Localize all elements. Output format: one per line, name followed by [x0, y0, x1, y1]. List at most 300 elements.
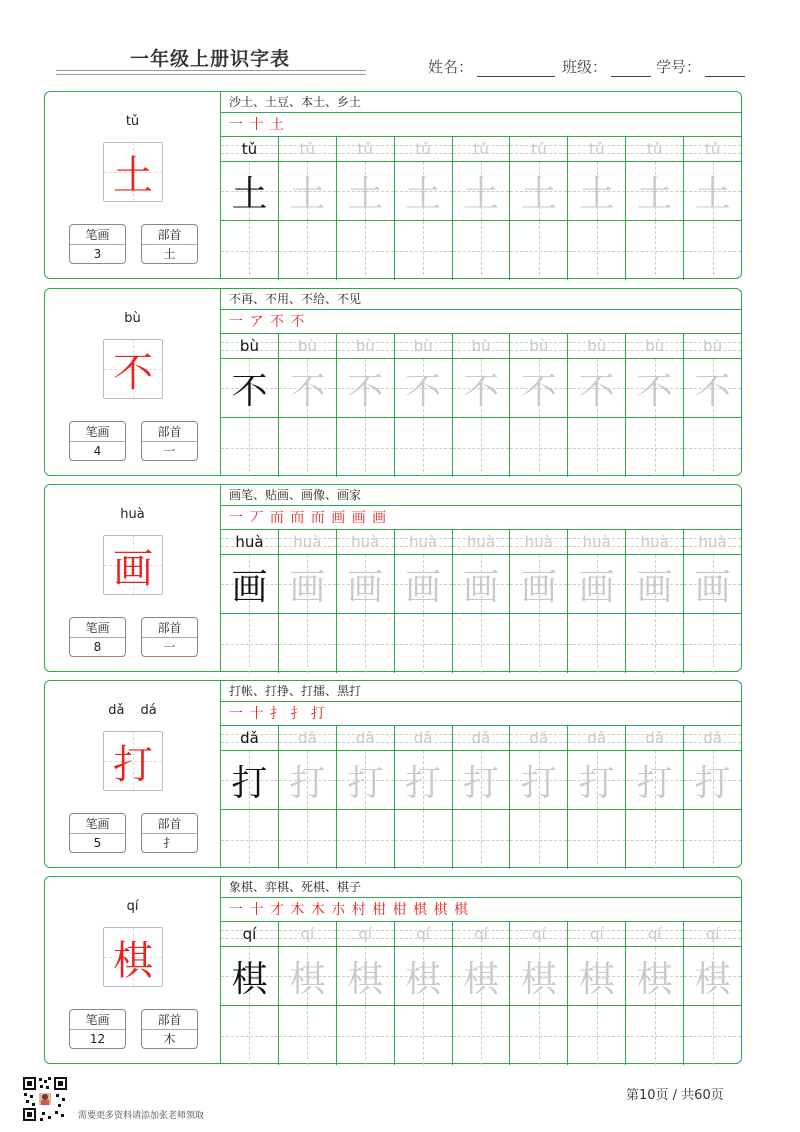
char-practice-cell[interactable] — [337, 162, 395, 220]
char-practice-cell[interactable] — [279, 751, 337, 809]
pinyin-trace: bù — [645, 337, 665, 355]
blank-practice-cell[interactable] — [626, 810, 684, 869]
pinyin-trace: tǔ — [357, 140, 373, 158]
pinyin-cell[interactable] — [395, 530, 453, 554]
char-card — [44, 484, 742, 672]
char-trace: 不 — [405, 370, 442, 412]
practice-panel — [221, 681, 741, 867]
practice-panel — [221, 289, 741, 475]
blank-practice-cell[interactable] — [568, 418, 626, 477]
pinyin-cell[interactable] — [453, 334, 511, 358]
blank-row — [221, 221, 741, 280]
char-practice-cell[interactable] — [337, 947, 395, 1005]
stroke-step: ア — [249, 314, 265, 330]
page-number: 第10页 / 共60页 — [626, 1088, 724, 1103]
blank-practice-cell[interactable] — [510, 418, 568, 477]
pinyin-cell[interactable] — [568, 137, 626, 161]
char-practice-cell[interactable] — [510, 359, 568, 417]
char-practice-cell[interactable] — [568, 555, 626, 613]
name-field[interactable] — [428, 56, 555, 77]
blank-practice-cell[interactable] — [684, 418, 741, 477]
char-practice-cell[interactable] — [453, 947, 511, 1005]
char-pinyin: dǎ dá — [108, 703, 157, 718]
char-practice-cell[interactable] — [568, 751, 626, 809]
char-practice-cell[interactable] — [221, 947, 279, 1005]
blank-practice-cell[interactable] — [395, 221, 453, 280]
blank-row — [221, 810, 741, 869]
main-char: 棋 — [113, 937, 153, 984]
pinyin-cell[interactable] — [684, 726, 741, 750]
char-practice-cell[interactable] — [453, 555, 511, 613]
radical-box — [141, 224, 198, 264]
char-trace: 棋 — [463, 958, 500, 1000]
stroke-step: 一 — [229, 706, 244, 722]
blank-practice-cell[interactable] — [453, 614, 511, 673]
char-trace: 棋 — [289, 958, 326, 1000]
word-list: 不再、不用、不给、不见 — [221, 289, 741, 310]
char-box — [103, 927, 163, 987]
blank-practice-cell[interactable] — [279, 614, 337, 673]
char-practice-cell[interactable] — [684, 751, 741, 809]
stroke-count-box — [69, 421, 126, 461]
pinyin-trace: dǎ — [645, 729, 665, 747]
practice-grid — [221, 530, 741, 673]
char-trace: 打 — [231, 762, 268, 804]
char-trace: 不 — [520, 370, 557, 412]
word-list: 象棋、弈棋、死棋、棋子 — [221, 877, 741, 898]
pinyin-cell[interactable] — [510, 137, 568, 161]
char-trace: 棋 — [347, 958, 384, 1000]
trace-row — [221, 555, 741, 614]
char-trace: 画 — [636, 566, 673, 608]
char-practice-cell[interactable] — [221, 162, 279, 220]
pinyin-trace: tǔ — [415, 140, 431, 158]
stroke-step: 扌 — [290, 706, 306, 722]
pinyin-trace: qí — [416, 925, 430, 943]
pinyin-cell[interactable] — [684, 334, 741, 358]
pinyin-cell[interactable] — [568, 922, 626, 946]
pinyin-cell[interactable] — [337, 334, 395, 358]
pinyin-trace: qí — [589, 925, 604, 943]
blank-practice-cell[interactable] — [395, 1006, 453, 1065]
class-label: 班级： — [562, 58, 608, 76]
char-trace: 土 — [463, 173, 500, 215]
blank-row — [221, 614, 741, 673]
main-char: 画 — [113, 545, 153, 592]
pinyin-cell[interactable] — [279, 334, 337, 358]
pinyin-trace: dǎ — [529, 729, 549, 747]
pinyin-cell[interactable] — [626, 726, 684, 750]
pinyin-trace: qí — [242, 925, 257, 943]
char-practice-cell[interactable] — [453, 359, 511, 417]
char-practice-cell[interactable] — [221, 359, 279, 417]
char-card — [44, 680, 742, 868]
char-trace: 打 — [578, 762, 615, 804]
blank-practice-cell[interactable] — [337, 1006, 395, 1065]
blank-practice-cell[interactable] — [568, 1006, 626, 1065]
blank-practice-cell[interactable] — [684, 810, 741, 869]
char-practice-cell[interactable] — [510, 751, 568, 809]
stroke-step: 而 — [310, 510, 326, 526]
pinyin-cell[interactable] — [626, 137, 684, 161]
stroke-step: 朩 — [331, 902, 347, 918]
pinyin-trace: bù — [529, 337, 549, 355]
stroke-order — [221, 506, 741, 530]
char-practice-cell[interactable] — [453, 162, 511, 220]
name-blank[interactable] — [477, 59, 555, 77]
pinyin-cell[interactable] — [279, 922, 337, 946]
char-box — [103, 731, 163, 791]
main-char: 不 — [113, 349, 153, 396]
blank-practice-cell[interactable] — [510, 614, 568, 673]
practice-panel — [221, 485, 741, 671]
pinyin-row — [221, 922, 741, 947]
trace-row — [221, 359, 741, 418]
stroke-step: 土 — [269, 117, 285, 133]
blank-practice-cell[interactable] — [221, 221, 279, 280]
radical-value: 扌 — [163, 836, 176, 850]
char-practice-cell[interactable] — [684, 359, 741, 417]
char-practice-cell[interactable] — [395, 162, 453, 220]
practice-grid — [221, 922, 741, 1065]
char-practice-cell[interactable] — [510, 162, 568, 220]
char-pinyin: huà — [120, 507, 145, 522]
pinyin-cell[interactable] — [626, 922, 684, 946]
blank-practice-cell[interactable] — [395, 614, 453, 673]
blank-practice-cell[interactable] — [626, 1006, 684, 1065]
trace-row — [221, 162, 741, 221]
char-practice-cell[interactable] — [510, 555, 568, 613]
char-pinyin: qí — [126, 899, 139, 914]
word-list: 画笔、贴画、画像、画家 — [221, 485, 741, 506]
trace-row — [221, 751, 741, 810]
pinyin-cell[interactable] — [510, 726, 568, 750]
pinyin-cell[interactable] — [684, 137, 741, 161]
pinyin-cell[interactable] — [337, 530, 395, 554]
pinyin-trace: huà — [698, 533, 727, 551]
pinyin-cell[interactable] — [568, 726, 626, 750]
page-title: 一年级上册识字表 — [130, 48, 291, 70]
char-practice-cell[interactable] — [337, 359, 395, 417]
pinyin-cell[interactable] — [395, 922, 453, 946]
blank-practice-cell[interactable] — [395, 810, 453, 869]
blank-practice-cell[interactable] — [626, 418, 684, 477]
pinyin-cell[interactable] — [221, 530, 279, 554]
main-char: 打 — [113, 741, 153, 788]
class-blank[interactable] — [611, 59, 651, 77]
stroke-step: 木 — [310, 902, 326, 918]
char-box — [103, 535, 163, 595]
pinyin-trace: qí — [532, 925, 546, 943]
pinyin-trace: qí — [358, 925, 373, 943]
pinyin-cell[interactable] — [626, 334, 684, 358]
pinyin-row — [221, 334, 741, 359]
stroke-count-box — [69, 1009, 126, 1049]
blank-practice-cell[interactable] — [684, 614, 741, 673]
blank-practice-cell[interactable] — [337, 614, 395, 673]
pinyin-cell[interactable] — [453, 922, 511, 946]
pinyin-cell[interactable] — [279, 530, 337, 554]
char-card — [44, 288, 742, 476]
pinyin-trace: dǎ — [297, 729, 317, 747]
stroke-step: 十 — [249, 706, 265, 722]
stroke-step: 一 — [229, 314, 244, 330]
pinyin-trace: huà — [351, 533, 380, 551]
pinyin-trace: tǔ — [531, 140, 547, 158]
pinyin-trace: bù — [703, 337, 723, 355]
blank-practice-cell[interactable] — [453, 418, 511, 477]
char-trace: 土 — [520, 173, 557, 215]
char-trace: 打 — [636, 762, 673, 804]
stroke-step: 一 — [229, 510, 244, 526]
blank-practice-cell[interactable] — [453, 221, 511, 280]
pinyin-cell[interactable] — [453, 726, 511, 750]
blank-practice-cell[interactable] — [626, 221, 684, 280]
stroke-count-box — [69, 224, 126, 264]
blank-practice-cell[interactable] — [279, 221, 337, 280]
pinyin-cell[interactable] — [568, 334, 626, 358]
pinyin-trace: bù — [239, 337, 259, 355]
blank-practice-cell[interactable] — [453, 810, 511, 869]
blank-practice-cell[interactable] — [568, 810, 626, 869]
char-trace: 打 — [347, 762, 384, 804]
pinyin-trace: bù — [587, 337, 607, 355]
char-card — [44, 876, 742, 1064]
student-id-label: 学号： — [656, 58, 702, 76]
pinyin-trace: dǎ — [240, 729, 259, 747]
stroke-step: 画 — [331, 510, 347, 526]
blank-practice-cell[interactable] — [684, 221, 741, 280]
char-trace: 棋 — [231, 958, 268, 1000]
stroke-step: 柑 — [392, 902, 408, 918]
pinyin-cell[interactable] — [337, 726, 395, 750]
pinyin-cell[interactable] — [337, 922, 395, 946]
stroke-step: 而 — [269, 510, 285, 526]
blank-practice-cell[interactable] — [221, 1006, 279, 1065]
name-label: 姓名： — [428, 58, 474, 76]
pinyin-trace: qí — [647, 925, 662, 943]
pinyin-cell[interactable] — [221, 334, 279, 358]
pinyin-trace: tǔ — [704, 140, 721, 158]
pinyin-trace: huà — [524, 533, 553, 551]
blank-practice-cell[interactable] — [337, 418, 395, 477]
char-practice-cell[interactable] — [279, 555, 337, 613]
blank-practice-cell[interactable] — [453, 1006, 511, 1065]
pinyin-cell[interactable] — [568, 530, 626, 554]
char-practice-cell[interactable] — [279, 162, 337, 220]
radical-label: 部首 — [142, 1010, 197, 1030]
char-practice-cell[interactable] — [568, 162, 626, 220]
char-practice-cell[interactable] — [568, 359, 626, 417]
char-card — [44, 91, 742, 279]
char-trace: 棋 — [520, 958, 557, 1000]
char-practice-cell[interactable] — [279, 359, 337, 417]
char-box — [103, 339, 163, 399]
blank-practice-cell[interactable] — [510, 1006, 568, 1065]
blank-practice-cell[interactable] — [279, 418, 337, 477]
char-info-panel — [45, 485, 221, 671]
char-trace: 画 — [520, 566, 557, 608]
char-practice-cell[interactable] — [626, 162, 684, 220]
char-trace: 不 — [578, 370, 615, 412]
stroke-count-label: 笔画 — [70, 1010, 125, 1030]
radical-box — [141, 421, 198, 461]
pinyin-cell[interactable] — [510, 530, 568, 554]
pinyin-trace: tǔ — [241, 140, 258, 158]
char-trace: 不 — [231, 370, 268, 412]
char-practice-cell[interactable] — [337, 751, 395, 809]
char-practice-cell[interactable] — [568, 947, 626, 1005]
radical-label: 部首 — [142, 618, 197, 638]
char-practice-cell[interactable] — [221, 555, 279, 613]
blank-practice-cell[interactable] — [568, 614, 626, 673]
char-trace: 打 — [405, 762, 442, 804]
blank-practice-cell[interactable] — [221, 614, 279, 673]
pinyin-cell[interactable] — [395, 334, 453, 358]
stroke-step: 画 — [351, 510, 367, 526]
blank-practice-cell[interactable] — [221, 810, 279, 869]
student-id-blank[interactable] — [705, 59, 745, 77]
stroke-count-value: 12 — [89, 1032, 106, 1046]
blank-practice-cell[interactable] — [626, 614, 684, 673]
stroke-step: 棋 — [453, 902, 469, 918]
char-trace: 不 — [694, 370, 731, 412]
pinyin-cell[interactable] — [684, 922, 741, 946]
pinyin-trace: huà — [466, 533, 496, 551]
pinyin-cell[interactable] — [510, 334, 568, 358]
char-practice-cell[interactable] — [684, 555, 741, 613]
practice-grid — [221, 137, 741, 280]
stroke-count-box — [69, 813, 126, 853]
char-trace: 土 — [405, 173, 442, 215]
char-practice-cell[interactable] — [337, 555, 395, 613]
char-trace: 土 — [347, 173, 384, 215]
blank-practice-cell[interactable] — [337, 810, 395, 869]
char-practice-cell[interactable] — [626, 751, 684, 809]
char-trace: 不 — [463, 370, 500, 412]
stroke-step: 棋 — [433, 902, 449, 918]
stroke-step: 木 — [290, 902, 306, 918]
blank-row — [221, 1006, 741, 1065]
pinyin-cell[interactable] — [684, 530, 741, 554]
pinyin-cell[interactable] — [279, 726, 337, 750]
char-practice-cell[interactable] — [626, 555, 684, 613]
pinyin-cell[interactable] — [395, 726, 453, 750]
char-trace: 不 — [289, 370, 326, 412]
radical-value: 土 — [163, 247, 176, 261]
pinyin-trace: huà — [582, 533, 611, 551]
stroke-order — [221, 310, 741, 334]
stroke-step: 一 — [229, 117, 244, 133]
pinyin-cell[interactable] — [337, 137, 395, 161]
char-info-panel — [45, 289, 221, 475]
radical-value: 一 — [163, 640, 176, 654]
char-practice-cell[interactable] — [626, 947, 684, 1005]
pinyin-cell[interactable] — [626, 530, 684, 554]
title-underline-2 — [56, 74, 366, 75]
blank-practice-cell[interactable] — [510, 221, 568, 280]
char-practice-cell[interactable] — [510, 947, 568, 1005]
stroke-order — [221, 898, 741, 922]
pinyin-trace: huà — [293, 533, 322, 551]
pinyin-cell[interactable] — [453, 137, 511, 161]
char-box — [103, 142, 163, 202]
char-practice-cell[interactable] — [395, 555, 453, 613]
char-pinyin: bù — [124, 311, 141, 326]
class-field[interactable] — [562, 56, 651, 77]
radical-box — [141, 813, 198, 853]
pinyin-trace: dǎ — [703, 729, 722, 747]
char-trace: 打 — [289, 762, 326, 804]
qr-code-icon — [22, 1076, 68, 1122]
pinyin-trace: tǔ — [299, 140, 316, 158]
stroke-step: 而 — [290, 510, 306, 526]
title-underline — [56, 70, 366, 71]
char-practice-cell[interactable] — [684, 947, 741, 1005]
char-practice-cell[interactable] — [221, 751, 279, 809]
stroke-count-label: 笔画 — [70, 422, 125, 442]
pinyin-cell[interactable] — [221, 922, 279, 946]
char-trace: 土 — [694, 173, 731, 215]
pinyin-cell[interactable] — [221, 726, 279, 750]
char-trace: 画 — [231, 566, 268, 608]
char-trace: 打 — [463, 762, 500, 804]
stroke-count-label: 笔画 — [70, 618, 125, 638]
blank-practice-cell[interactable] — [221, 418, 279, 477]
pinyin-trace: huà — [235, 533, 264, 551]
blank-row — [221, 418, 741, 477]
blank-practice-cell[interactable] — [279, 810, 337, 869]
char-practice-cell[interactable] — [626, 359, 684, 417]
pinyin-trace: dǎ — [471, 729, 491, 747]
blank-practice-cell[interactable] — [279, 1006, 337, 1065]
char-practice-cell[interactable] — [395, 947, 453, 1005]
char-trace: 土 — [578, 173, 615, 215]
char-trace: 棋 — [636, 958, 673, 1000]
char-practice-cell[interactable] — [684, 162, 741, 220]
char-practice-cell[interactable] — [395, 359, 453, 417]
blank-practice-cell[interactable] — [510, 810, 568, 869]
char-trace: 画 — [463, 566, 500, 608]
stroke-step: 村 — [351, 902, 367, 918]
blank-practice-cell[interactable] — [684, 1006, 741, 1065]
char-trace: 不 — [347, 370, 384, 412]
pinyin-cell[interactable] — [510, 922, 568, 946]
pinyin-cell[interactable] — [221, 137, 279, 161]
pinyin-cell[interactable] — [395, 137, 453, 161]
pinyin-trace: bù — [413, 337, 433, 355]
pinyin-trace: tǔ — [473, 140, 489, 158]
char-trace: 棋 — [694, 958, 731, 1000]
char-trace: 不 — [636, 370, 673, 412]
radical-value: 木 — [163, 1032, 176, 1046]
char-practice-cell[interactable] — [279, 947, 337, 1005]
char-trace: 棋 — [405, 958, 442, 1000]
char-practice-cell[interactable] — [453, 751, 511, 809]
stroke-step: 画 — [372, 510, 388, 526]
blank-practice-cell[interactable] — [395, 418, 453, 477]
pinyin-cell[interactable] — [453, 530, 511, 554]
student-id-field[interactable] — [656, 56, 745, 77]
pinyin-cell[interactable] — [279, 137, 337, 161]
stroke-step: 一 — [229, 902, 244, 918]
radical-label: 部首 — [142, 225, 197, 245]
blank-practice-cell[interactable] — [337, 221, 395, 280]
blank-practice-cell[interactable] — [568, 221, 626, 280]
stroke-count-label: 笔画 — [70, 814, 125, 834]
char-practice-cell[interactable] — [395, 751, 453, 809]
practice-panel — [221, 92, 741, 278]
